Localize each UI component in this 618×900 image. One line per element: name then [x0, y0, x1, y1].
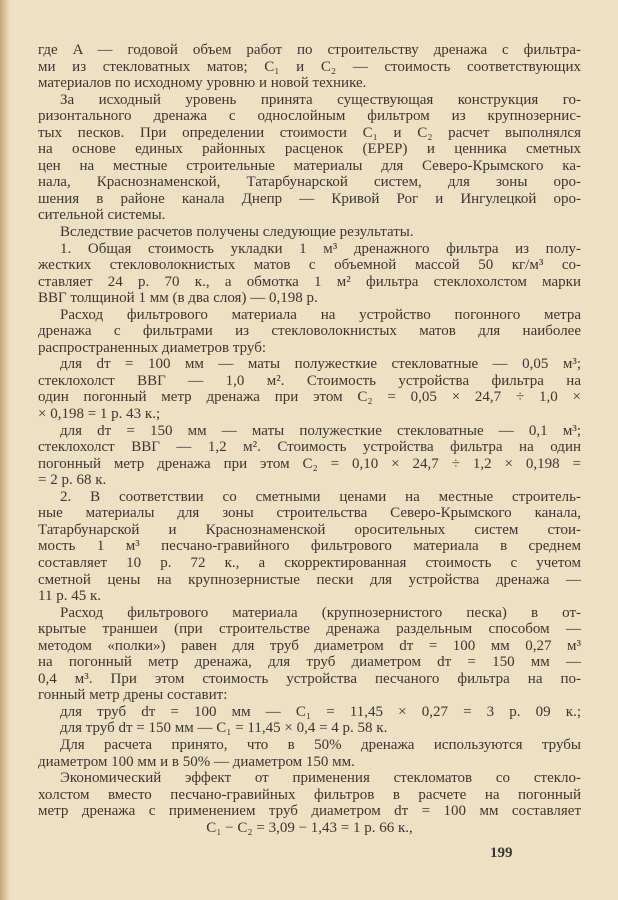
text-line: на погонный метр дренажа, для труб диаметром dт = 150 мм —	[38, 654, 581, 671]
text-line: ные материалы для зоны строительства Северо-Крымского канала,	[38, 505, 581, 522]
text-line: Экономический эффект от применения стекломатов со стекло-	[60, 770, 581, 787]
text-line: дренажа с фильтрами из стекловолокнистых матов для наиболее	[38, 323, 581, 340]
text-line: крытые траншеи (при строительстве дренажа раздельным способом —	[38, 621, 581, 638]
text-line: 11 р. 45 к.	[38, 588, 101, 605]
text-line: мость 1 м³ песчано-гравийного фильтрового материала в среднем	[38, 538, 581, 555]
text-line: для dт = 150 мм — маты полужесткие стекловатные — 0,1 м³;	[60, 422, 581, 439]
page-number: 199	[490, 845, 513, 861]
text-line: Для расчета принято, что в 50% дренажа используются трубы	[60, 736, 581, 753]
text-line: холстом вместо песчано-гравийных фильтров в расчете на погонный	[38, 786, 581, 803]
text-line: 2. В соответствии со сметными ценами на местные строитель-	[60, 488, 581, 505]
text-line: ми из стекловатных матов; C₁ и C₂ — стоимость соответствующих	[38, 58, 581, 75]
text-line: где A — годовой объем работ по строительству дренажа с фильтра-	[38, 42, 581, 58]
text-line: на основе единых районных расценок (ЕРЕР) и ценника сметных	[38, 141, 581, 158]
text-line: методом «полки») равен для труб диаметром dт = 100 мм 0,27 м³	[38, 637, 581, 654]
page-text	[38, 42, 581, 836]
text-line: Расход фильтрового материала на устройство погонного метра	[60, 306, 581, 323]
text-line: нала, Краснознаменской, Татарбунарской систем, для зоны оро-	[38, 174, 581, 191]
text-line: Татарбунарской и Краснознаменской оросительных систем стои-	[38, 521, 581, 538]
text-line: ВВГ толщиной 1 мм (в два слоя) — 0,198 р.	[38, 290, 318, 307]
text-line: один погонный метр дренажа при этом C₂ = 0,05 × 24,7 ÷ 1,0 ×	[38, 389, 581, 406]
text-line: 0,4 м³. При этом стоимость устройства песчаного фильтра на по-	[38, 670, 581, 687]
text-line: составляет 10 р. 72 к., а скорректированная стоимость с учетом	[38, 554, 581, 571]
text-line: сметной цены на крупнозернистые пески для устройства дренажа —	[38, 571, 581, 588]
page-edge-shadow	[0, 0, 10, 900]
text-line: × 0,198 = 1 р. 43 к.;	[38, 406, 161, 423]
text-line: цен на местные строительные материалы для Северо-Крымского ка-	[38, 157, 581, 174]
text-line: тых песков. При определении стоимости C₁ и C₂ расчет выполнялся	[38, 124, 581, 141]
text-line: Расход фильтрового материала (крупнозернистого песка) в от-	[60, 604, 581, 621]
text-line: жестких стекловолокнистых матов с объемной массой 50 кг/м³ со-	[38, 257, 581, 274]
text-line: для dт = 100 мм — маты полужесткие стекловатные — 0,05 м³;	[60, 356, 581, 373]
text-line: 1. Общая стоимость укладки 1 м³ дренажного фильтра из полу-	[60, 240, 581, 257]
text-line: гонный метр дрены составит:	[38, 687, 228, 704]
text-line: шения в районе канала Днепр — Кривой Рог и Ингулецкой оро-	[38, 190, 581, 207]
text-line: погонный метр дренажа при этом C₂ = 0,10 × 24,7 ÷ 1,2 × 0,198 =	[38, 455, 581, 472]
text-line: для труб dт = 100 мм — C₁ = 11,45 × 0,27 = 3 р. 09 к.;	[60, 703, 581, 720]
text-line: Вследствие расчетов получены следующие результаты.	[60, 224, 414, 241]
text-line: ставляет 24 р. 70 к., а обмотка 1 м² фильтра стеклохолстом марки	[38, 273, 581, 290]
text-line: метр дренажа с применением труб диаметром dт = 100 мм составляет	[38, 803, 581, 820]
text-line: = 2 р. 68 к.	[38, 472, 107, 489]
text-line: ризонтального дренажа с однослойным фильтром из крупнозернис-	[38, 108, 581, 125]
text-line: распространенных диаметров труб:	[38, 339, 267, 356]
formula-line: C₁ − C₂ = 3,09 − 1,43 = 1 р. 66 к.,	[206, 819, 413, 836]
text-line: для труб dт = 150 мм — C₁ = 11,45 × 0,4 = 4 р. 58 к.	[60, 720, 388, 737]
text-line: стеклохолст ВВГ — 1,2 м². Стоимость устройства фильтра на один	[38, 439, 581, 456]
text-line: материалов по исходному уровню и новой технике.	[38, 75, 367, 92]
text-line: диаметром 100 мм и в 50% — диаметром 150 мм.	[38, 753, 355, 770]
text-line: За исходный уровень принята существующая конструкция го-	[60, 91, 581, 108]
text-line: сительной системы.	[38, 207, 166, 224]
text-line: стеклохолст ВВГ — 1,0 м². Стоимость устройства фильтра на	[38, 372, 581, 389]
